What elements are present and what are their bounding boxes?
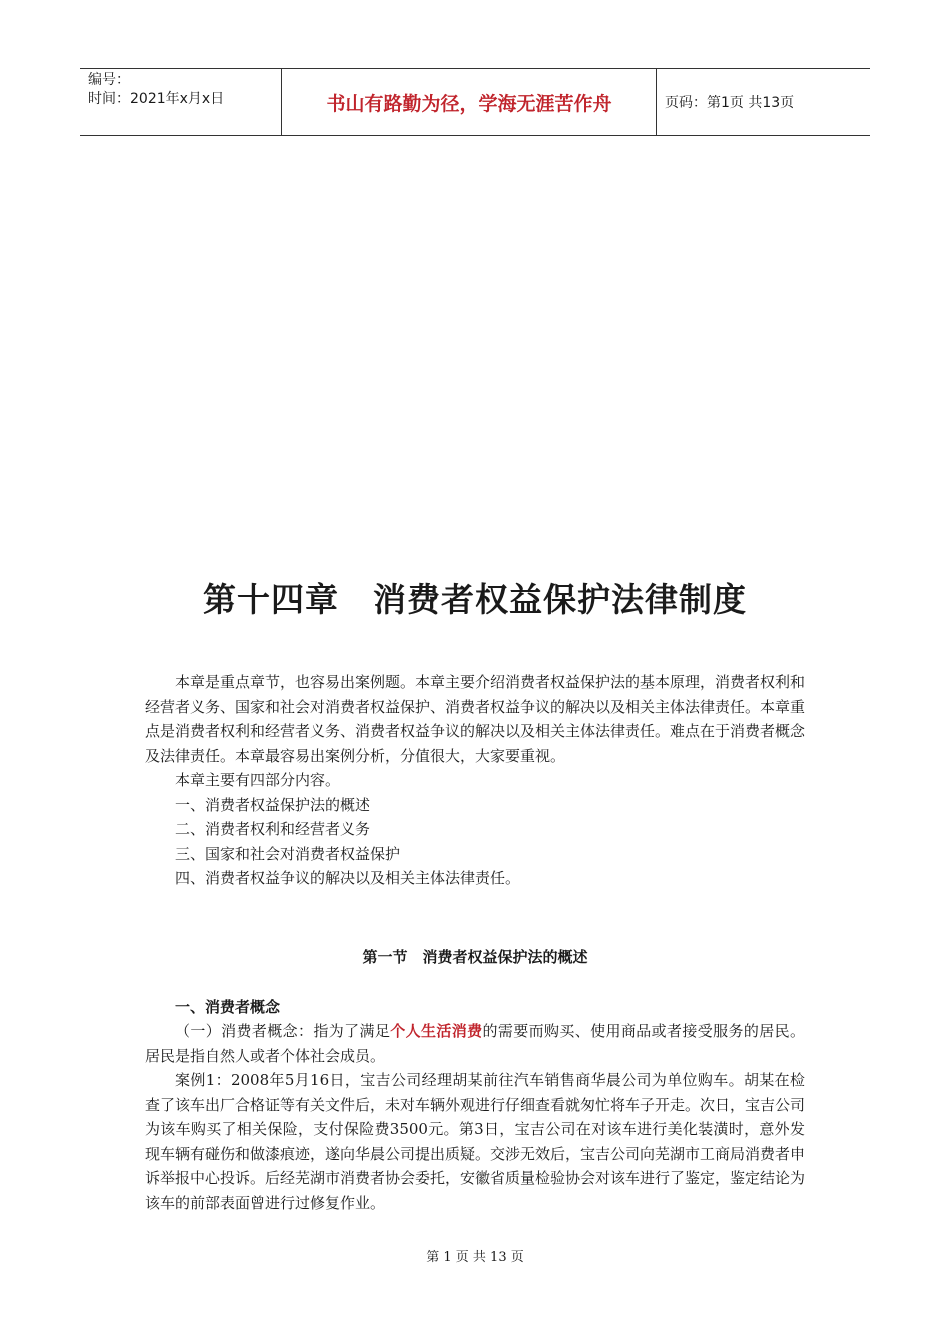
header-time: 时间：2021年x月x日: [88, 91, 225, 107]
intro-item: 二、消费者权利和经营者义务: [175, 820, 371, 838]
intro-paragraph: 本章是重点章节，也容易出案例题。本章主要介绍消费者权益保护法的基本原理，消费者权利和经营者义务、国家和社会对消费者权益保护、消费者权益争议的解决以及相关主体法律责任。本章重点是消费者权利和经营者义务、消费者权益争议的解决以及相关主体法律责任。难点在于消费者概念及法律责任。本章最容易出案例分析，分值很大，大家要重视。: [145, 673, 806, 765]
page-footer: 第 1 页 共 13 页: [426, 1250, 524, 1265]
concept-text-before: （一）消费者概念：指为了满足: [175, 1022, 391, 1040]
concept-block: [145, 1019, 805, 1215]
intro-item: 一、消费者权益保护法的概述: [175, 795, 371, 814]
intro-summary: 本章主要有四部分内容。: [175, 771, 341, 789]
header-number: 编号：: [88, 72, 130, 88]
page-header: [80, 68, 870, 136]
case-paragraph: 案例1：2008年5月16日，宝吉公司经理胡某前往汽车销售商华晨公司为单位购车。胡某在检查了该车出厂合格证等有关文件后，未对车辆外观进行仔细查看就匆忙将车子开走。次日，宝吉公司为该车购买了相关保险，支付保险费3500元。第3日，宝吉公司在对该车进行美化装潢时，意外发现车辆有碰伤和做漆痕迹，遂向华晨公司提出质疑。交涉无效后，宝吉公司向芜湖市工商局消费者申诉举报中心投诉。后经芜湖市消费者协会委托，安徽省质量检验协会对该车进行了鉴定，鉴定结论为该车的前部表面曾进行过修复作业。: [145, 1071, 806, 1212]
section-title: 第一节 消费者权益保护法的概述: [362, 948, 588, 966]
intro-block: [145, 670, 805, 891]
concept-text-after: 的需要而购买、使用商品或者接受服务的居民。居民是指自然人或者个体社会成员。: [145, 1022, 805, 1065]
subsection-title: 一、消费者概念: [175, 998, 281, 1016]
chapter-title: 第十四章 消费者权益保护法律制度: [203, 580, 747, 619]
intro-item: 四、消费者权益争议的解决以及相关主体法律责任。: [175, 869, 521, 887]
header-left-cell: [80, 69, 282, 135]
concept-paragraph: [145, 1019, 805, 1068]
concept-highlight: 个人生活消费: [390, 1022, 483, 1040]
header-page-info: 页码：第1页 共13页: [665, 95, 795, 111]
header-motto: 书山有路勤为径，学海无涯苦作舟: [282, 69, 657, 135]
intro-item: 三、国家和社会对消费者权益保护: [175, 844, 401, 863]
